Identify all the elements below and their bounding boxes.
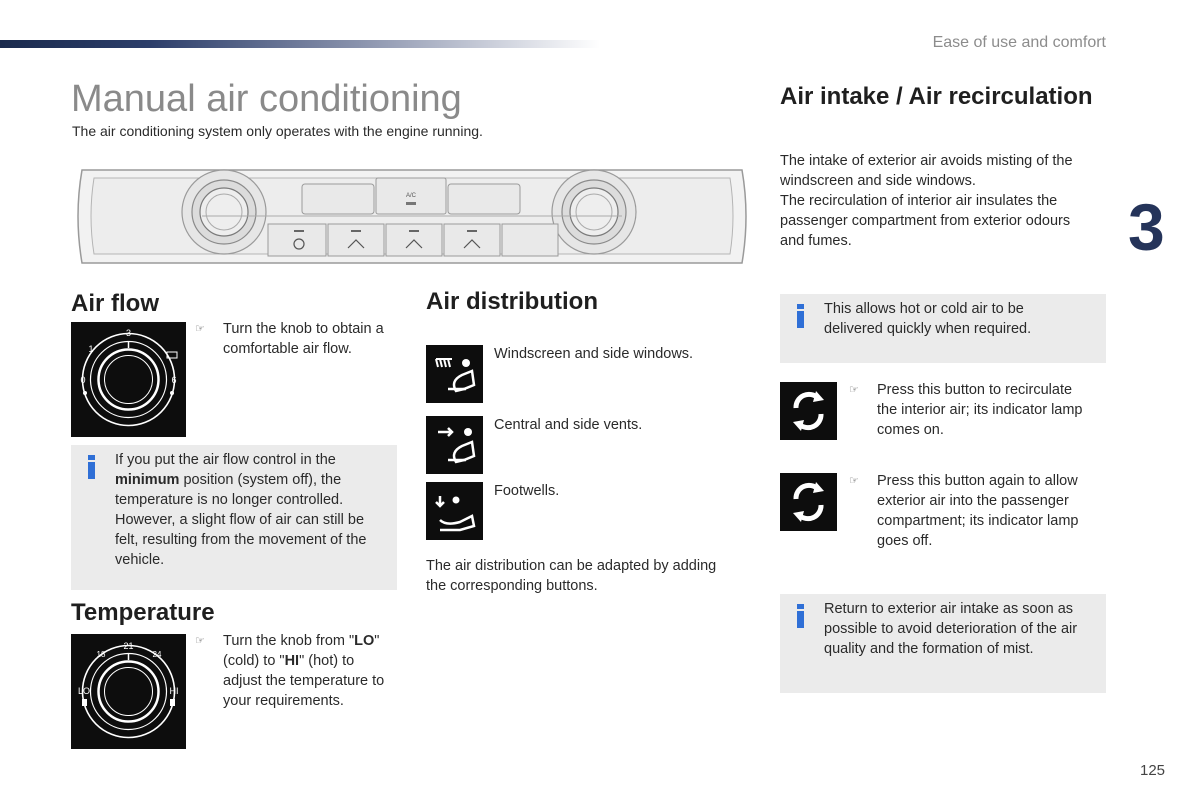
bullet-arrow-icon: ☞ bbox=[849, 475, 859, 487]
recirculation-heading: Air intake / Air recirculation bbox=[780, 83, 1093, 110]
footwells-icon bbox=[426, 482, 483, 540]
info-line-6: vehicle. bbox=[115, 552, 165, 568]
recirculation-info-box-2 bbox=[780, 594, 1106, 693]
hot-icon bbox=[170, 699, 175, 706]
footwells-label: Footwells. bbox=[494, 483, 560, 499]
recirculation-button-icon bbox=[780, 382, 837, 440]
b2-line-1: Press this button again to allow bbox=[877, 473, 1078, 489]
b2-line-2: exterior air into the passenger bbox=[877, 493, 1069, 509]
central-vents-label: Central and side vents. bbox=[494, 417, 643, 433]
panel-ac-label: A/C bbox=[405, 193, 417, 199]
air-distribution-note bbox=[426, 556, 716, 596]
air-flow-knob-image bbox=[71, 322, 186, 437]
temp-mark-18: 18 bbox=[96, 650, 106, 659]
central-vents-icon bbox=[426, 416, 483, 474]
bullet-arrow-icon: ☞ bbox=[195, 323, 205, 335]
temp-mark-24: 24 bbox=[152, 650, 162, 659]
air-flow-heading: Air flow bbox=[71, 290, 159, 317]
temp-mark-lo: LO bbox=[77, 686, 91, 696]
temp-mark-hi: HI bbox=[169, 686, 179, 696]
info-line-5: felt, resulting from the movement of the bbox=[115, 532, 367, 548]
temperature-instruction bbox=[195, 631, 385, 711]
chapter-number: 3 bbox=[1128, 190, 1165, 264]
recirc-p-line-2: windscreen and side windows. bbox=[780, 173, 976, 189]
cold-icon bbox=[82, 699, 87, 706]
info-line-3: temperature is no longer controlled. bbox=[115, 492, 344, 508]
running-header: Ease of use and comfort bbox=[932, 34, 1106, 51]
air-flow-line-2: comfortable air flow. bbox=[223, 341, 352, 357]
info-icon bbox=[88, 455, 96, 479]
dist-note-line-1: The air distribution can be adapted by adding bbox=[426, 558, 717, 574]
info-icon bbox=[797, 304, 805, 328]
airflow-mark-3: 3 bbox=[125, 328, 132, 338]
recirc-p-line-4: passenger compartment from exterior odours bbox=[780, 213, 1071, 229]
airflow-mark-1: 1 bbox=[88, 344, 94, 354]
exterior-air-button-icon bbox=[780, 473, 837, 531]
air-flow-info-box bbox=[71, 445, 397, 590]
info2-line-3: quality and the formation of mist. bbox=[824, 641, 1034, 657]
recirculation-instruction-2 bbox=[849, 471, 1079, 551]
b1-line-2: the interior air; its indicator lamp bbox=[877, 402, 1083, 418]
bullet-arrow-icon: ☞ bbox=[849, 384, 859, 396]
temp-line-3: adjust the temperature to bbox=[223, 673, 385, 689]
info-line-4: However, a slight flow of air can still be bbox=[115, 512, 365, 528]
air-flow-instruction bbox=[195, 319, 384, 359]
info-line-1: If you put the air flow control in the bbox=[115, 452, 336, 468]
temperature-knob-image bbox=[71, 634, 186, 749]
temp-mark-21: 21 bbox=[123, 641, 134, 651]
bullet-arrow-icon: ☞ bbox=[195, 635, 205, 647]
header-gradient-bar bbox=[0, 40, 600, 48]
recirc-p-line-1: The intake of exterior air avoids misting of the bbox=[780, 153, 1073, 169]
info2-line-1: Return to exterior air intake as soon as bbox=[824, 601, 1074, 617]
recirc-p-line-5: and fumes. bbox=[780, 233, 852, 249]
airflow-mark-6: 6 bbox=[171, 375, 177, 385]
dist-note-line-2: the corresponding buttons. bbox=[426, 578, 598, 594]
temp-line-2-post: " (hot) to bbox=[299, 653, 355, 669]
temp-line-1-pre: Turn the knob from " bbox=[223, 633, 355, 649]
b2-line-3: compartment; its indicator lamp bbox=[877, 513, 1079, 529]
temperature-heading: Temperature bbox=[71, 599, 215, 626]
air-distribution-heading: Air distribution bbox=[426, 288, 598, 315]
windscreen-label: Windscreen and side windows. bbox=[494, 346, 694, 362]
b2-line-4: goes off. bbox=[877, 533, 933, 549]
panel-left-knob bbox=[182, 170, 266, 254]
panel-right-knob bbox=[552, 170, 636, 254]
intro-text: The air conditioning system only operates with the engine running. bbox=[72, 123, 483, 139]
airflow-mark-0: 0 bbox=[80, 375, 86, 385]
temp-bold-lo: LO bbox=[354, 633, 375, 649]
recirculation-instruction-1 bbox=[849, 380, 1083, 440]
temp-line-1-post: " bbox=[374, 633, 380, 649]
info-icon bbox=[797, 604, 805, 628]
recirculation-paragraph bbox=[780, 151, 1073, 251]
info1-line-1: This allows hot or cold air to be bbox=[824, 301, 1024, 317]
temp-line-2-pre: (cold) to " bbox=[223, 653, 285, 669]
info-line-2: position (system off), the bbox=[179, 472, 342, 488]
page-number: 125 bbox=[1140, 762, 1166, 779]
air-flow-line-1: Turn the knob to obtain a bbox=[223, 321, 384, 337]
b1-line-1: Press this button to recirculate bbox=[877, 382, 1073, 398]
info-bold-minimum: minimum bbox=[115, 472, 180, 488]
info2-line-2: possible to avoid deterioration of the air bbox=[824, 621, 1078, 637]
info1-line-2: delivered quickly when required. bbox=[824, 321, 1032, 337]
b1-line-3: comes on. bbox=[877, 422, 944, 438]
temp-line-4: your requirements. bbox=[223, 693, 344, 709]
windscreen-icon bbox=[426, 345, 483, 403]
recirc-p-line-3: The recirculation of interior air insulates the bbox=[780, 193, 1058, 209]
recirculation-info-box-1 bbox=[780, 294, 1106, 363]
panel-lower-buttons bbox=[268, 224, 558, 256]
page-title: Manual air conditioning bbox=[71, 78, 462, 120]
ac-control-panel-illustration bbox=[72, 164, 752, 269]
temp-bold-hi: HI bbox=[284, 653, 300, 669]
